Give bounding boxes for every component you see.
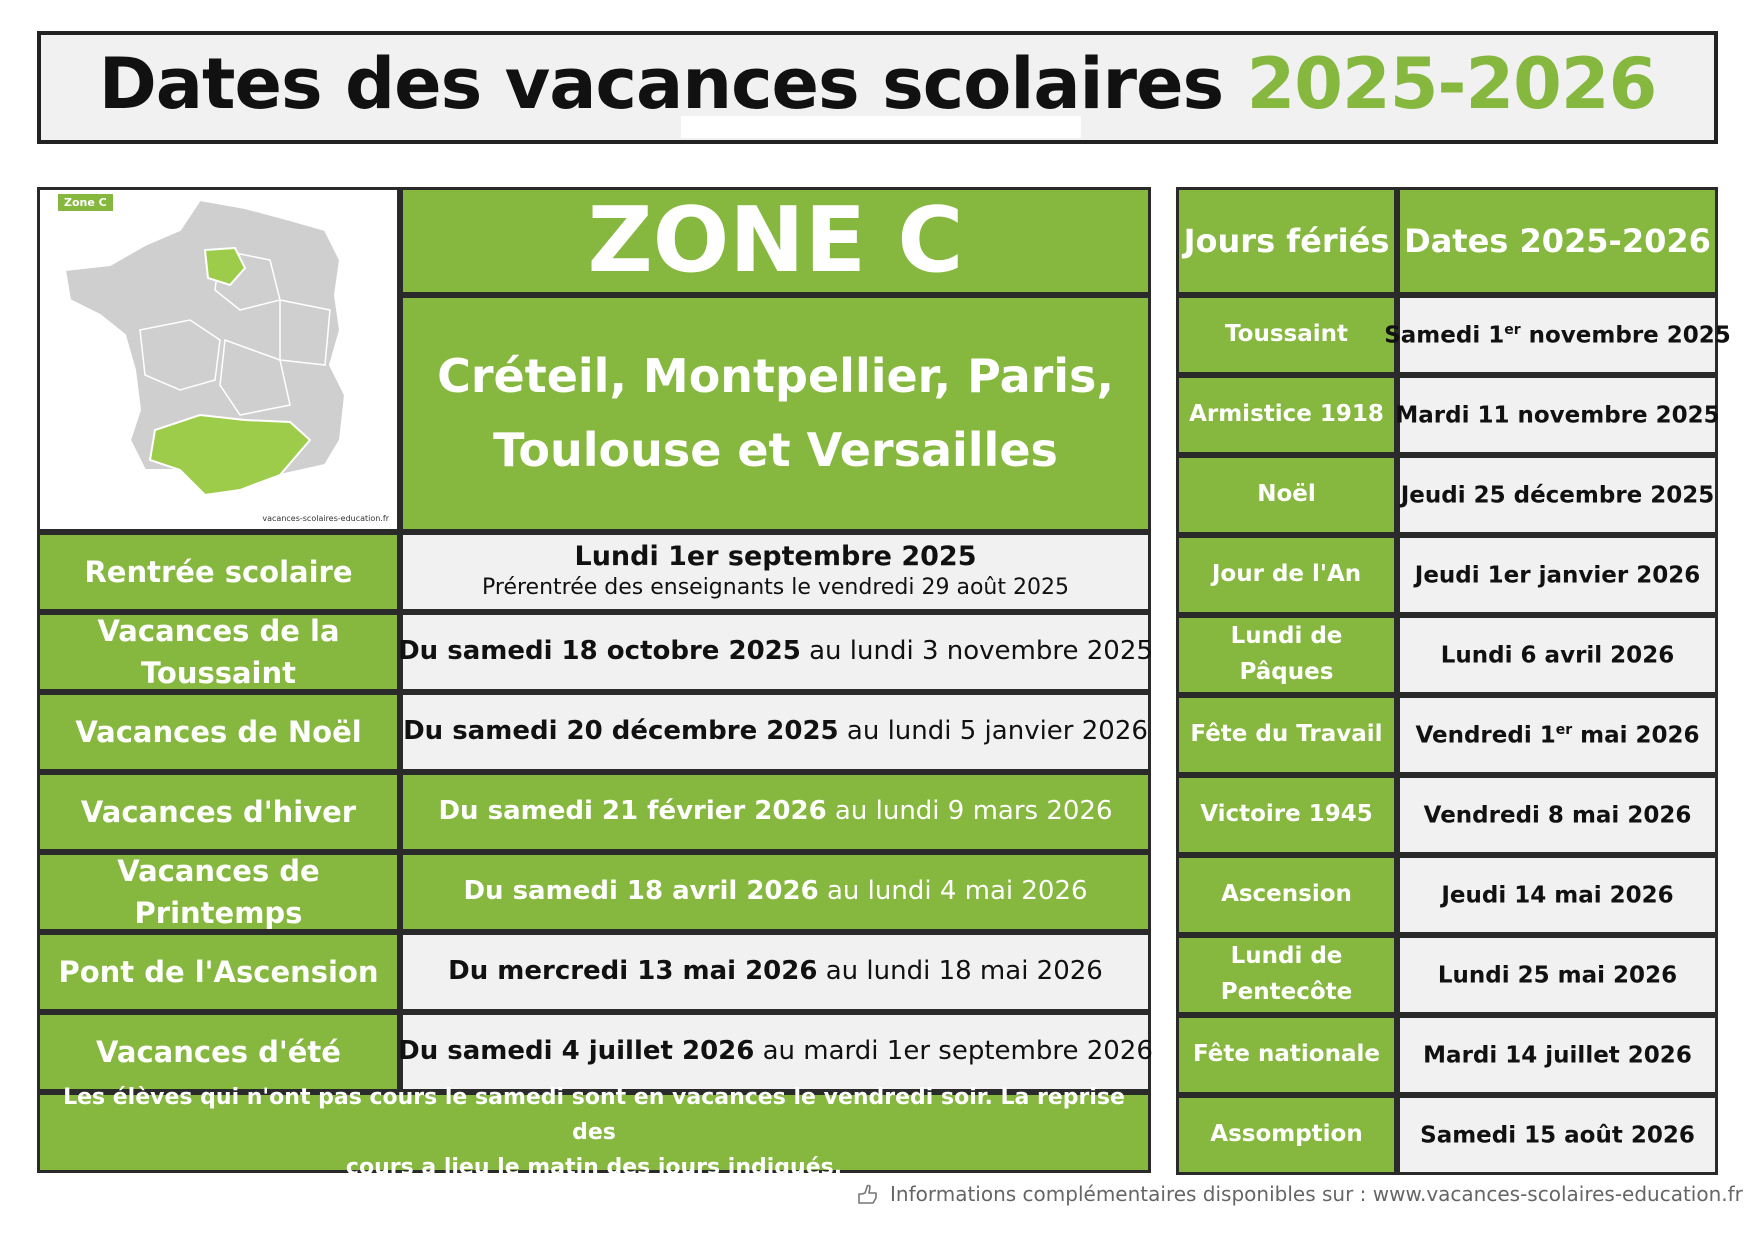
holiday-date bbox=[1438, 962, 1677, 989]
period-end: au lundi 4 mai 2026 bbox=[818, 876, 1088, 907]
holidays-header-name bbox=[1176, 187, 1397, 295]
period-dates bbox=[457, 875, 1093, 909]
holidays-header-name-label: Jours fériés bbox=[1183, 222, 1390, 260]
zone-cities-cell bbox=[400, 295, 1151, 532]
holiday-date bbox=[1441, 882, 1673, 909]
holiday-name: Lundi de Pentecôte bbox=[1220, 943, 1353, 1005]
holiday-name-cell bbox=[1176, 535, 1397, 615]
holiday-date-cell bbox=[1384, 295, 1731, 375]
holiday-date bbox=[1415, 562, 1700, 589]
note-text bbox=[40, 1080, 1148, 1186]
period-label-printemps bbox=[37, 852, 400, 932]
period-label-rentree bbox=[37, 532, 400, 612]
period-dates bbox=[442, 955, 1109, 989]
holiday-date-main: Samedi 1 bbox=[1384, 322, 1505, 349]
holiday-date bbox=[1401, 482, 1715, 509]
period-dates bbox=[392, 635, 1159, 669]
period-value-noel bbox=[400, 692, 1151, 772]
period-start: Du samedi 18 avril 2026 bbox=[463, 876, 819, 907]
period-label: Pont de l'Ascension bbox=[58, 954, 379, 989]
period-label-ascension bbox=[37, 932, 400, 1012]
saturday-note bbox=[37, 1084, 1151, 1181]
period-label: Vacances de Printemps bbox=[117, 853, 320, 930]
zone-title: ZONE C bbox=[587, 188, 964, 293]
holiday-date-cell bbox=[1397, 775, 1718, 855]
holiday-date bbox=[1384, 322, 1731, 349]
period-label: Vacances d'été bbox=[96, 1034, 341, 1069]
zone-title-cell bbox=[400, 187, 1151, 295]
holiday-name: Lundi de Pâques bbox=[1230, 623, 1343, 685]
period-value-ascension bbox=[400, 932, 1151, 1012]
holiday-name-cell bbox=[1176, 375, 1397, 455]
holiday-date bbox=[1395, 402, 1719, 429]
period-value-hiver bbox=[400, 772, 1151, 852]
holiday-date bbox=[1420, 1122, 1695, 1149]
holiday-date-main: Jeudi 14 mai 2026 bbox=[1441, 882, 1674, 909]
rentree-note: Prérentrée des enseignants le vendredi 29 août 2025 bbox=[482, 575, 1069, 601]
holiday-name: Jour de l'An bbox=[1211, 561, 1362, 588]
note-line-1: Les élèves qui n'ont pas cours le samedi sont en vacances le vendredi soir. La reprise des bbox=[63, 1084, 1125, 1145]
holiday-date bbox=[1424, 802, 1692, 829]
holiday-date-cell bbox=[1397, 1015, 1718, 1095]
period-dates bbox=[392, 1035, 1159, 1069]
holiday-name: Victoire 1945 bbox=[1200, 801, 1373, 828]
period-label-noel bbox=[37, 692, 400, 772]
holiday-date-cell bbox=[1397, 455, 1718, 535]
france-map-icon bbox=[40, 190, 397, 529]
holiday-name-cell bbox=[1176, 775, 1397, 855]
title-year: 2025-2026 bbox=[1246, 43, 1657, 125]
holidays-header-date bbox=[1397, 187, 1718, 295]
holiday-date-main: Vendredi 8 mai 2026 bbox=[1423, 802, 1692, 829]
title-banner bbox=[37, 31, 1718, 144]
holiday-name: Fête nationale bbox=[1193, 1041, 1380, 1068]
holiday-date-sup: er bbox=[1504, 321, 1521, 338]
holiday-date-main: Lundi 25 mai 2026 bbox=[1437, 962, 1678, 989]
zone-cities bbox=[417, 340, 1134, 487]
holiday-date-main: Mardi 11 novembre 2025 bbox=[1395, 402, 1720, 429]
hand-pointer-icon bbox=[856, 1182, 882, 1206]
holiday-name: Armistice 1918 bbox=[1189, 401, 1384, 428]
cities-line-2: Toulouse et Versailles bbox=[493, 422, 1058, 477]
period-end: au lundi 9 mars 2026 bbox=[826, 796, 1113, 827]
period-start: Du samedi 4 juillet 2026 bbox=[398, 1036, 755, 1067]
holiday-date-cell bbox=[1397, 695, 1718, 775]
holiday-date-sup: er bbox=[1555, 721, 1573, 738]
note-line-2: cours a lieu le matin des jours indiqués. bbox=[345, 1155, 843, 1181]
holiday-name-cell bbox=[1176, 1015, 1397, 1095]
holiday-name-cell bbox=[1176, 935, 1397, 1015]
page-title bbox=[41, 39, 1714, 130]
holiday-date bbox=[1423, 1042, 1692, 1069]
map-credit: vacances-scolaires-education.fr bbox=[262, 514, 389, 523]
map-zone-label: Zone C bbox=[58, 194, 113, 211]
holiday-date bbox=[1415, 722, 1699, 749]
footer-text: Informations complémentaires disponibles sur : www.vacances-scolaires-education.fr bbox=[890, 1182, 1743, 1206]
holiday-date-cell bbox=[1397, 375, 1718, 455]
holiday-name: Noël bbox=[1257, 481, 1316, 508]
holiday-name-cell bbox=[1176, 455, 1397, 535]
holiday-name-cell bbox=[1176, 1095, 1397, 1175]
period-end: au lundi 18 mai 2026 bbox=[817, 956, 1103, 987]
period-label-toussaint bbox=[37, 612, 400, 692]
period-end: au lundi 3 novembre 2025 bbox=[800, 636, 1153, 667]
period-value-printemps bbox=[400, 852, 1151, 932]
holiday-date-main: Jeudi 25 décembre 2025 bbox=[1400, 482, 1715, 509]
period-dates bbox=[432, 795, 1118, 829]
footer bbox=[856, 1182, 1743, 1206]
period-start: Du samedi 20 décembre 2025 bbox=[403, 716, 839, 747]
holiday-date-cell bbox=[1397, 935, 1718, 1015]
title-main: Dates des vacances scolaires bbox=[98, 43, 1224, 125]
period-label: Vacances de la Toussaint bbox=[97, 613, 340, 690]
period-start: Du mercredi 13 mai 2026 bbox=[448, 956, 818, 987]
holiday-date-cell bbox=[1397, 855, 1718, 935]
holidays-header-date-label: Dates 2025-2026 bbox=[1404, 222, 1711, 260]
period-label: Vacances d'hiver bbox=[80, 794, 357, 829]
holiday-date-cell bbox=[1397, 1095, 1718, 1175]
cities-line-1: Créteil, Montpellier, Paris, bbox=[437, 348, 1114, 403]
holiday-date-main: Jeudi 1er janvier 2026 bbox=[1414, 562, 1701, 589]
period-value-toussaint bbox=[400, 612, 1151, 692]
period-label: Rentrée scolaire bbox=[84, 554, 353, 589]
holiday-name-cell bbox=[1176, 295, 1397, 375]
holiday-date-rest: novembre 2025 bbox=[1520, 322, 1731, 349]
holiday-name: Fête du Travail bbox=[1190, 721, 1383, 748]
holiday-date-main: Lundi 6 avril 2026 bbox=[1440, 642, 1675, 669]
period-start: Du samedi 21 février 2026 bbox=[438, 796, 827, 827]
holiday-date-cell bbox=[1397, 615, 1718, 695]
period-value-rentree bbox=[400, 532, 1151, 612]
holiday-name-cell bbox=[1176, 695, 1397, 775]
period-end: au lundi 5 janvier 2026 bbox=[838, 716, 1148, 747]
holiday-name: Ascension bbox=[1221, 881, 1352, 908]
holiday-date-cell bbox=[1397, 535, 1718, 615]
holiday-name: Assomption bbox=[1210, 1121, 1363, 1148]
zone-map bbox=[37, 187, 400, 532]
holiday-date-main: Vendredi 1 bbox=[1415, 722, 1556, 749]
period-dates bbox=[397, 715, 1154, 749]
rentree-date: Lundi 1er septembre 2025 bbox=[574, 540, 977, 572]
holiday-date-main: Samedi 15 août 2026 bbox=[1420, 1122, 1695, 1149]
holiday-name-cell bbox=[1176, 615, 1397, 695]
holiday-name: Toussaint bbox=[1225, 321, 1348, 348]
period-start: Du samedi 18 octobre 2025 bbox=[398, 636, 801, 667]
holiday-date-main: Mardi 14 juillet 2026 bbox=[1423, 1042, 1692, 1069]
period-label: Vacances de Noël bbox=[75, 714, 362, 749]
period-end: au mardi 1er septembre 2026 bbox=[754, 1036, 1153, 1067]
holiday-date-rest: mai 2026 bbox=[1572, 722, 1700, 749]
period-label-hiver bbox=[37, 772, 400, 852]
holiday-name-cell bbox=[1176, 855, 1397, 935]
holiday-date bbox=[1441, 642, 1674, 669]
